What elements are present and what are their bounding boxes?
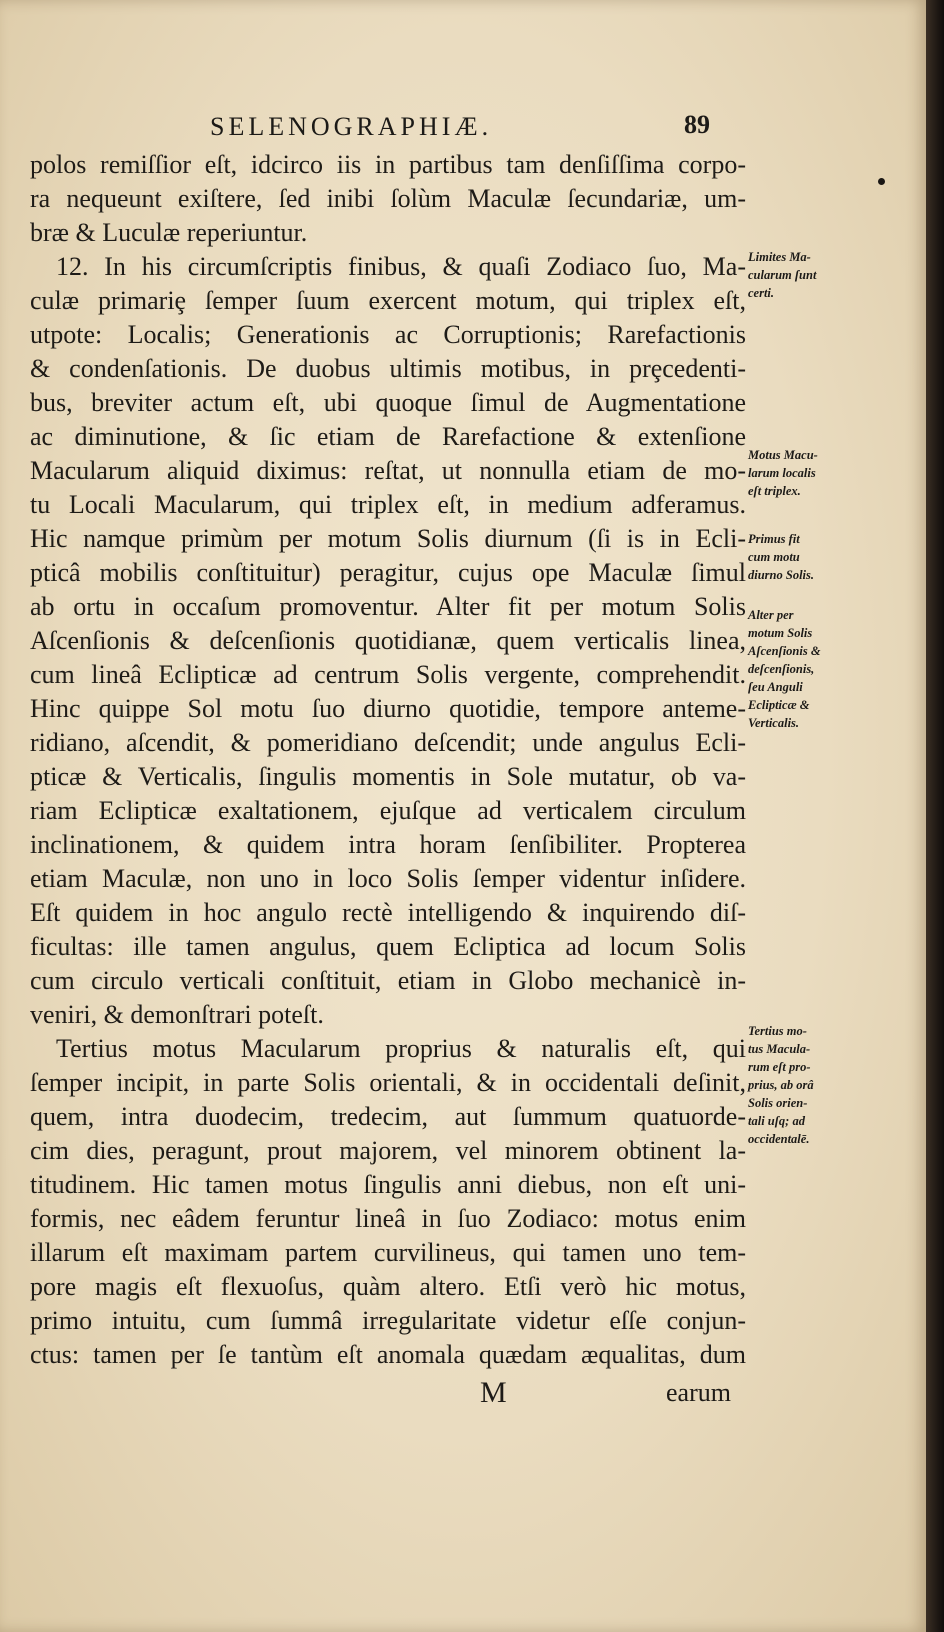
body-line: cum lineâ Eclipticæ ad centrum Solis vergente, comprehendit.: [30, 660, 746, 689]
note-line: cularum ſunt: [748, 268, 817, 282]
note-line: motum Solis: [748, 626, 813, 640]
body-line: Eſt quidem in hoc angulo rectè intelligendo & inquirendo diſ-: [30, 898, 746, 927]
body-line: bræ & Luculæ reperiuntur.: [30, 218, 308, 247]
body-line: Hic namque primùm per motum Solis diurnum (ſi is in Ecli-: [30, 524, 746, 553]
body-line: etiam Maculæ, non uno in loco Solis ſemper videntur inſidere.: [30, 864, 746, 893]
body-line: polos remiſſior eſt, idcirco iis in partibus tam denſiſſima corpo-: [30, 150, 746, 179]
note-line: ſeu Anguli: [748, 680, 803, 694]
body-line: pore magis eſt flexuoſus, quàm altero. Etſi verò hic motus,: [30, 1272, 746, 1301]
body-line: 12. In his circumſcriptis finibus, & quaſi Zodiaco ſuo, Ma-: [56, 252, 746, 281]
body-line: ficultas: ille tamen angulus, quem Ecliptica ad locum Solis: [30, 932, 746, 961]
running-title: SELENOGRAPHIÆ.: [210, 112, 493, 141]
note-line: tus Macula-: [748, 1042, 811, 1056]
body-line: primo intuitu, cum ſummâ irregularitate videtur eſſe conjun-: [30, 1306, 746, 1335]
signature-mark: M: [480, 1376, 507, 1409]
note-line: tali uſq; ad: [748, 1114, 805, 1128]
body-line: pticâ mobilis conſtituitur) peragitur, cujus ope Maculæ ſimul: [30, 558, 746, 587]
body-line: bus, breviter actum eſt, ubi quoque ſimul de Augmentatione: [30, 388, 746, 417]
note-line: Verticalis.: [748, 716, 800, 730]
body-line: ra nequeunt exiſtere, ſed inibi ſolùm Maculæ ſecundariæ, um-: [30, 184, 746, 213]
body-line: ſemper incipit, in parte Solis orientali, & in occidentali deſinit,: [30, 1068, 746, 1097]
note-line: Alter per: [748, 608, 794, 622]
note-line: deſcenſionis,: [748, 662, 815, 676]
note-line: Aſcenſionis &: [748, 644, 821, 658]
body-line: Aſcenſionis & deſcenſionis quotidianæ, quem verticalis linea,: [30, 626, 746, 655]
body-line: ridiano, aſcendit, & pomeridiano deſcendit; unde angulus Ecli-: [30, 728, 746, 757]
note-line: eſt triplex.: [748, 484, 801, 498]
body-line: veniri, & demonſtrari poteſt.: [30, 1000, 324, 1029]
body-line: illarum eſt maximam partem curvilineus, qui tamen uno tem-: [30, 1238, 746, 1267]
book-edge: [926, 0, 944, 1632]
note-line: rum eſt pro-: [748, 1060, 811, 1074]
marginal-note: [748, 530, 840, 584]
body-line: ac diminutione, & ſic etiam de Rarefactione & extenſione: [30, 422, 746, 451]
page-number: 89: [684, 110, 710, 139]
catchword: earum: [666, 1378, 731, 1407]
note-line: Solis orien-: [748, 1096, 808, 1110]
marginal-note: [748, 606, 840, 732]
body-line: quem, intra duodecim, tredecim, aut ſummum quatuorde-: [30, 1102, 746, 1131]
body-line: pticæ & Verticalis, ſingulis momentis in Sole mutatur, ob va-: [30, 762, 746, 791]
note-line: Eclipticæ &: [748, 698, 810, 712]
note-line: larum localis: [748, 466, 816, 480]
marginal-note: [748, 248, 840, 302]
note-line: Tertius mo-: [748, 1024, 807, 1038]
body-line: cim dies, peragunt, prout majorem, vel minorem obtinent la-: [30, 1136, 746, 1165]
body-line: cum circulo verticali conſtituit, etiam in Globo mechanicè in-: [30, 966, 746, 995]
ink-spot: [878, 178, 885, 185]
body-text: [30, 148, 746, 1372]
note-line: Limites Ma-: [748, 250, 811, 264]
body-line: Hinc quippe Sol motu ſuo diurno quotidie, tempore anteme-: [30, 694, 746, 723]
body-line: riam Eclipticæ exaltationem, ejuſque ad verticalem circulum: [30, 796, 746, 825]
note-line: diurno Solis.: [748, 568, 815, 582]
note-line: Motus Macu-: [748, 448, 818, 462]
body-line: Tertius motus Macularum proprius & naturalis eſt, qui: [56, 1034, 746, 1063]
body-line: formis, nec eâdem feruntur lineâ in ſuo Zodiaco: motus enim: [30, 1204, 746, 1233]
note-line: occidentalē.: [748, 1132, 810, 1146]
body-line: tu Locali Macularum, qui triplex eſt, in medium adferamus.: [30, 490, 746, 519]
body-line: ctus: tamen per ſe tantùm eſt anomala quædam æqualitas, dum: [30, 1340, 746, 1369]
note-line: cum motu: [748, 550, 800, 564]
marginal-note: [748, 1022, 840, 1148]
body-line: culæ primariȩ ſemper ſuum exercent motum, qui triplex eſt,: [30, 286, 746, 315]
body-line: Macularum aliquid diximus: reſtat, ut nonnulla etiam de mo-: [30, 456, 746, 485]
body-line: utpote: Localis; Generationis ac Corruptionis; Rarefactionis: [30, 320, 746, 349]
note-line: certi.: [748, 286, 775, 300]
body-line: ab ortu in occaſum promoventur. Alter fit per motum Solis: [30, 592, 746, 621]
note-line: prius, ab orâ: [748, 1078, 814, 1092]
body-line: & condenſationis. De duobus ultimis motibus, in prȩcedenti-: [30, 354, 746, 383]
body-line: titudinem. Hic tamen motus ſingulis anni diebus, non eſt uni-: [30, 1170, 746, 1199]
body-line: inclinationem, & quidem intra horam ſenſibiliter. Propterea: [30, 830, 746, 859]
marginal-note: [748, 446, 840, 500]
note-line: Primus fit: [748, 532, 800, 546]
